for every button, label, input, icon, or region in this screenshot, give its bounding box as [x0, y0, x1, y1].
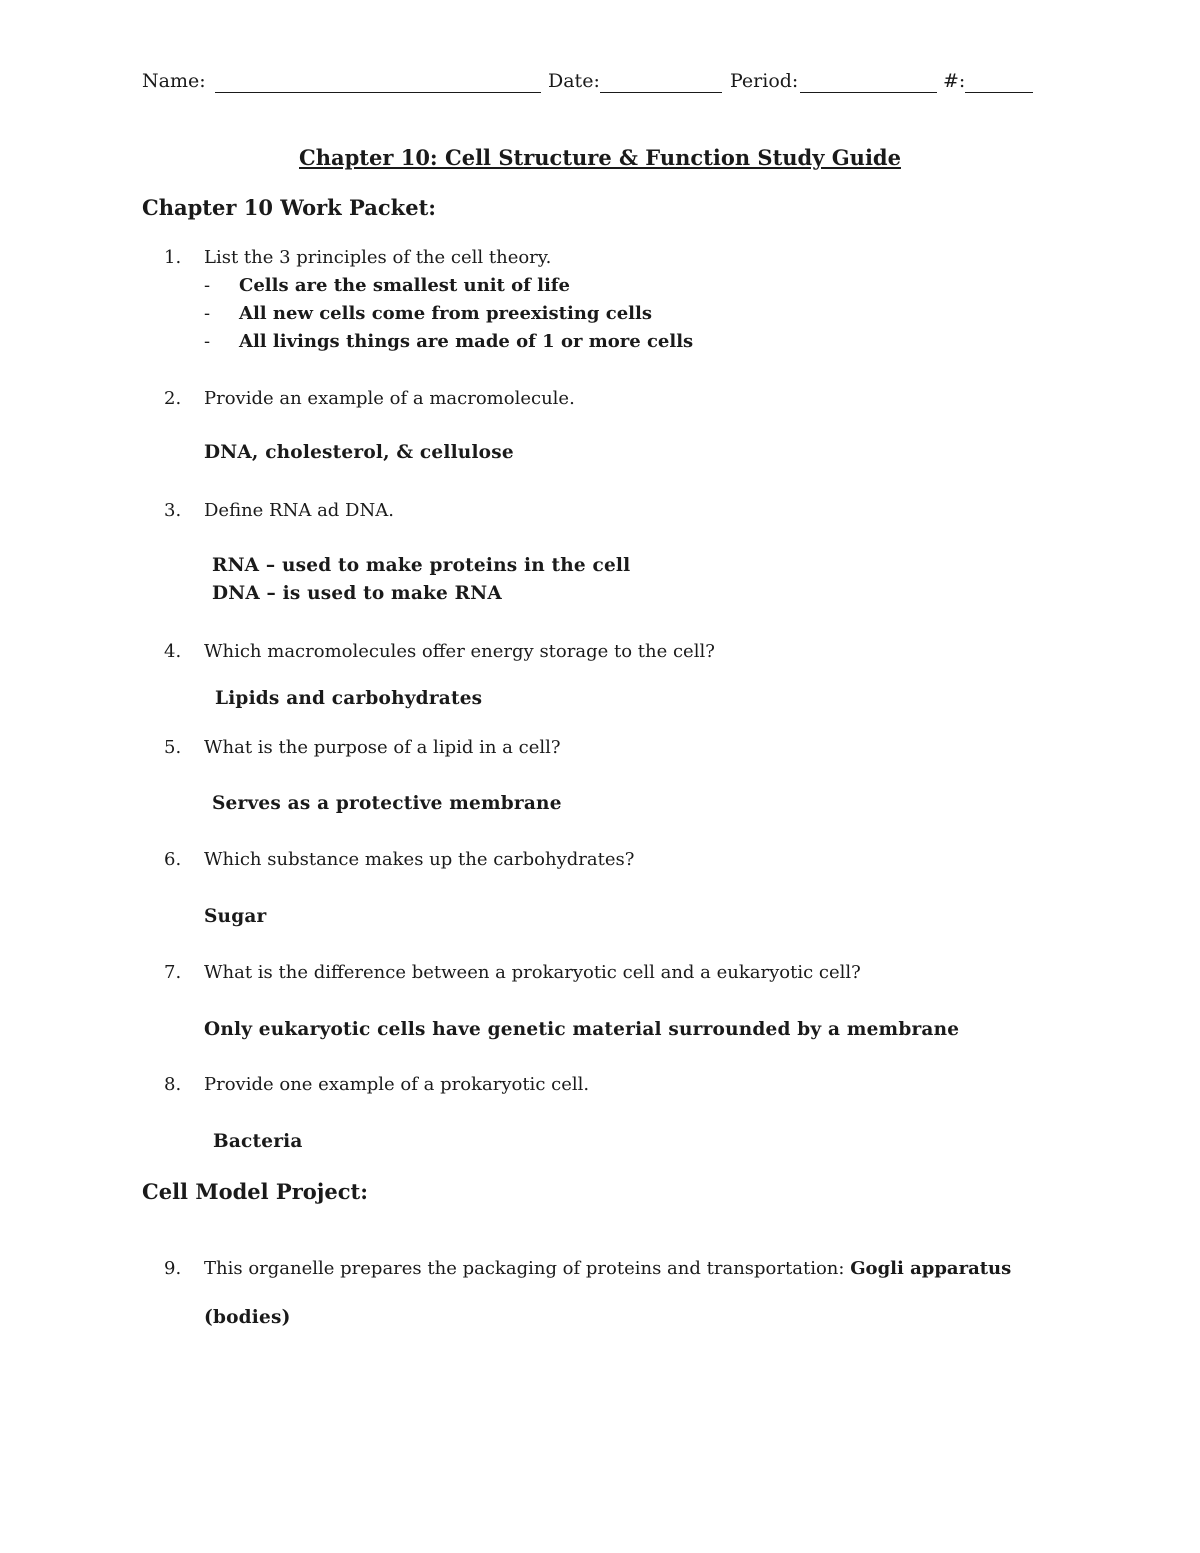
period-blank[interactable]: [800, 92, 937, 93]
answer-text: RNA – used to make proteins in the cell: [212, 555, 631, 576]
bullet-dash: -: [204, 275, 211, 296]
answer-bullet: All livings things are made of 1 or more cells: [239, 331, 694, 352]
date-blank[interactable]: [600, 92, 722, 93]
question-number: 3.: [164, 500, 182, 521]
section-heading-cell-model: Cell Model Project:: [142, 1179, 368, 1204]
bullet-dash: -: [204, 331, 211, 352]
question-number: 1.: [164, 247, 182, 268]
number-label: #:: [943, 70, 966, 92]
name-label: Name:: [142, 70, 206, 92]
date-label: Date:: [548, 70, 600, 92]
question-text: Define RNA ad DNA.: [204, 500, 394, 521]
answer-text: DNA – is used to make RNA: [212, 583, 502, 604]
question-text: Which substance makes up the carbohydrates?: [204, 849, 635, 870]
question-text: [204, 1258, 1011, 1279]
bullet-dash: -: [204, 303, 211, 324]
page-title: Chapter 10: Cell Structure & Function Study Guide: [299, 145, 901, 170]
number-blank[interactable]: [965, 92, 1033, 93]
question-text: What is the difference between a prokaryotic cell and a eukaryotic cell?: [204, 962, 861, 983]
question-text: Which macromolecules offer energy storage to the cell?: [204, 641, 715, 662]
question-number: 2.: [164, 388, 182, 409]
period-label: Period:: [730, 70, 799, 92]
question-text: What is the purpose of a lipid in a cell?: [204, 737, 561, 758]
answer-bullet: Cells are the smallest unit of life: [239, 275, 571, 296]
question-text: List the 3 principles of the cell theory.: [204, 247, 552, 268]
answer-bullet: All new cells come from preexisting cells: [239, 303, 652, 324]
question-text-body: This organelle prepares the packaging of proteins and transportation:: [204, 1258, 845, 1279]
answer-text: DNA, cholesterol, & cellulose: [204, 442, 514, 463]
question-text: Provide an example of a macromolecule.: [204, 388, 575, 409]
answer-text: Gogli apparatus: [850, 1258, 1012, 1279]
answer-text: Sugar: [204, 906, 267, 927]
question-number: 8.: [164, 1074, 182, 1095]
answer-text-continued: (bodies): [204, 1307, 291, 1328]
question-text: Provide one example of a prokaryotic cell.: [204, 1074, 590, 1095]
answer-text: Serves as a protective membrane: [212, 793, 562, 814]
answer-text: Lipids and carbohydrates: [215, 688, 483, 709]
section-heading-work-packet: Chapter 10 Work Packet:: [142, 195, 437, 220]
question-number: 5.: [164, 737, 182, 758]
answer-text: Only eukaryotic cells have genetic material surrounded by a membrane: [204, 1019, 960, 1040]
question-number: 9.: [164, 1258, 182, 1279]
question-number: 7.: [164, 962, 182, 983]
question-number: 6.: [164, 849, 182, 870]
name-blank[interactable]: [215, 92, 541, 93]
answer-text: Bacteria: [213, 1131, 303, 1152]
question-number: 4.: [164, 641, 182, 662]
